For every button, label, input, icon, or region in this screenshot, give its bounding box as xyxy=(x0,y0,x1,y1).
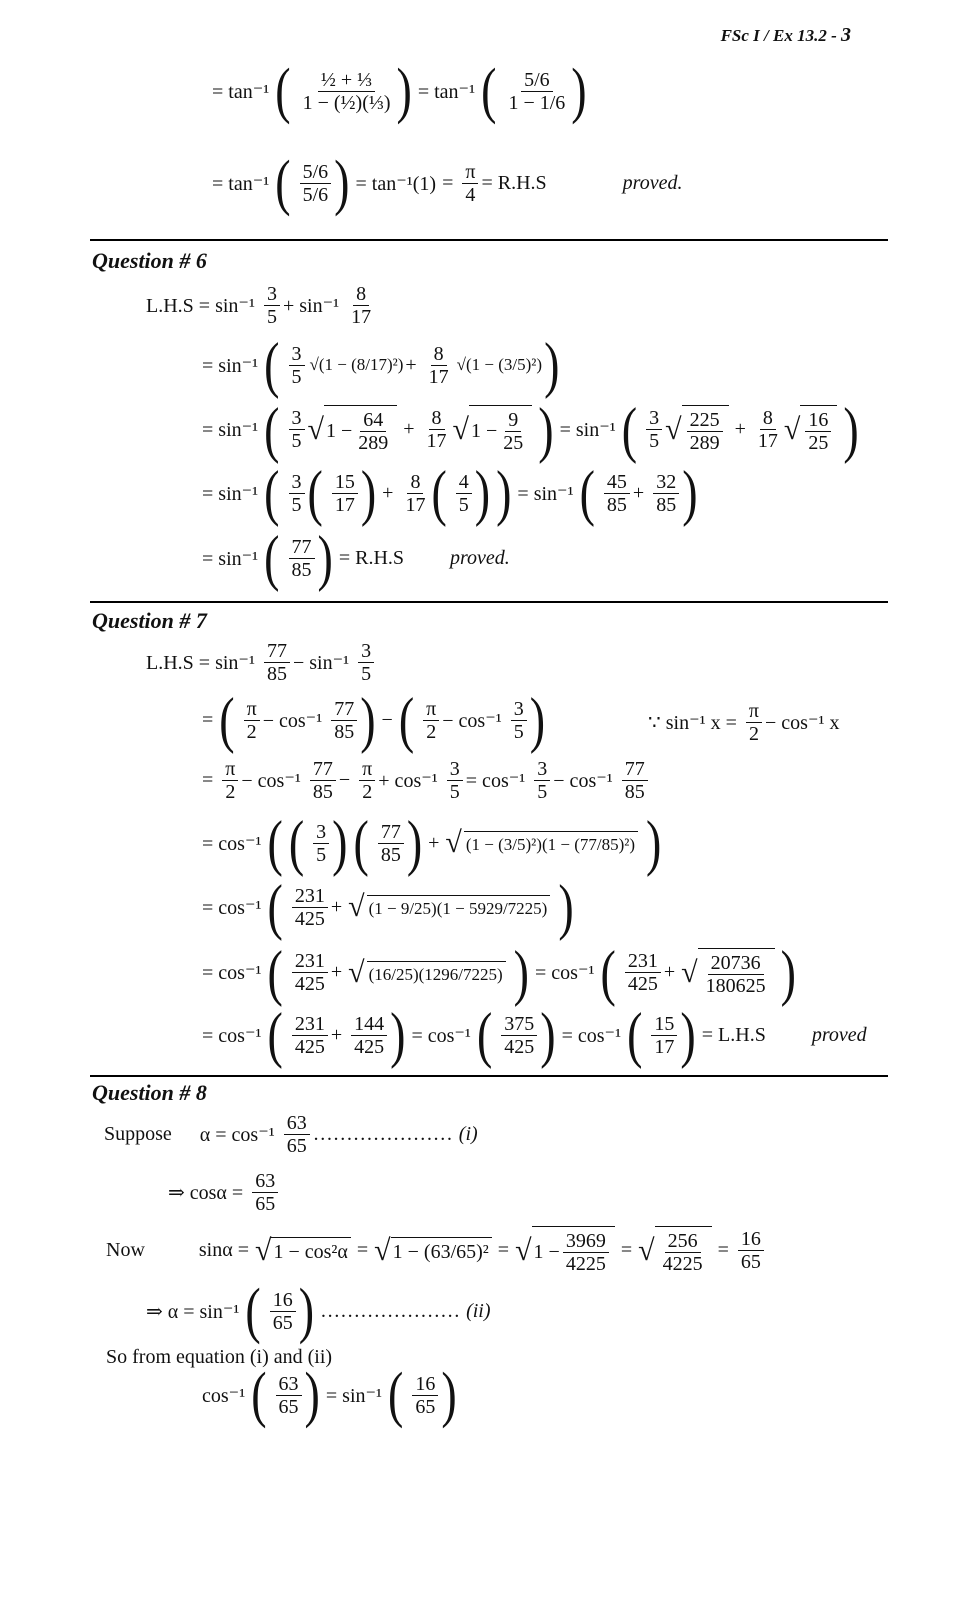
q7-line-7: = cos⁻¹ ( $\frac{231}{425}$ + $\frac{144}{425}$ ) = cos⁻¹ ( $\frac{375}{425}$ ) = cos⁻¹ ( $\frac{15}{17}$ ) = L.H.S proved xyxy=(202,999,867,1069)
q7-line-4: = cos⁻¹ ( ( $\frac{3}{5}$ ) ( $\frac{77}{85}$ ) + √ (1 − (3/5)²)(1 − (77/85)²) ) xyxy=(202,807,662,877)
question-6-title: Question # 6 xyxy=(92,248,207,273)
question-7-title: Question # 7 xyxy=(92,608,207,633)
q8-line-3: Now sinα = √ 1 − cos²α = √ 1 − (63/65)² = √ 1 − $\frac{3969}{4225}$ = √ $\frac{256}{4225}$ = $\frac{16}{65}$ xyxy=(106,1226,767,1275)
q8-line-5: So from equation (i) and (ii) xyxy=(106,1346,333,1368)
q6-line-4: = sin⁻¹ ( $\frac{3}{5}$ ( $\frac{15}{17}$ ) + $\frac{8}{17}$ ( $\frac{4}{5}$ ) ) = sin⁻¹ ( $\frac{45}{85}$ + $\frac{32}{85}$ ) xyxy=(202,457,698,527)
q7-identity-note: ∵ sin⁻¹ x = $\frac{\pi}{2}$ − cos⁻¹ x xyxy=(648,700,840,745)
q7-line-3: = $\frac{\pi}{2}$ − cos⁻¹ $\frac{77}{85}$ − $\frac{\pi}{2}$ + cos⁻¹ $\frac{3}{5}$ = cos⁻¹ $\frac{3}{5}$ − cos⁻¹ $\frac{77}{85}$ xyxy=(202,758,651,803)
q7-line-1: L.H.S = sin⁻¹ $\frac{77}{85}$ − sin⁻¹ $\frac{3}{5}$ xyxy=(146,640,377,685)
page-header: FSc I / Ex 13.2 - 3 xyxy=(720,24,851,46)
divider xyxy=(90,601,888,603)
eq-top-2: = tan⁻¹ ( $\frac{5/6}{5/6}$ ) = tan⁻¹(1) = $\frac{\pi}{4}$ = R.H.S proved. xyxy=(212,147,683,217)
q8-line-2: ⇒ cosα = $\frac{63}{65}$ xyxy=(168,1170,281,1215)
q8-line-4: ⇒ α = sin⁻¹ ( $\frac{16}{65}$ ) ………………… (ii) xyxy=(146,1275,491,1345)
q8-line-1: Suppose α = cos⁻¹ $\frac{63}{65}$ ………………… (i) xyxy=(104,1112,478,1157)
q6-line-5: = sin⁻¹ ( $\frac{77}{85}$ ) = R.H.S proved. xyxy=(202,522,510,592)
divider xyxy=(90,1075,888,1077)
q6-line-1: L.H.S = sin⁻¹ $\frac{3}{5}$ + sin⁻¹ $\frac{8}{17}$ xyxy=(146,283,372,328)
q6-line-2: = sin⁻¹ ( $\frac{3}{5}$ √(1 − (8/17)²) + $\frac{8}{17}$ √(1 − (3/5)²) ) xyxy=(202,329,560,399)
divider xyxy=(90,239,888,241)
q7-line-2: = ( $\frac{\pi}{2}$ − cos⁻¹ $\frac{77}{85}$ ) − ( $\frac{\pi}{2}$ − cos⁻¹ $\frac{3}{5}$ ) xyxy=(202,684,546,754)
question-8-title: Question # 8 xyxy=(92,1080,207,1105)
q6-line-3: = sin⁻¹ ( $\frac{3}{5}$ √ 1 − $\frac{64}{289}$ + $\frac{8}{17}$ √ 1 − $\frac{9}{25}$ ) = sin⁻¹ ( $\frac{3}{5}$ √ $\frac{225}{289}$ + $\frac{8}{17}$ √ $\frac{16}{25}$ ) xyxy=(202,394,859,464)
q7-line-6: = cos⁻¹ ( $\frac{231}{425}$ + √ (16/25)(1296/7225) ) = cos⁻¹ ( $\frac{231}{425}$ + √ $\frac{20736}{180625}$ ) xyxy=(202,937,796,1007)
eq-top-1: = tan⁻¹ ( $\frac{\text{½ + ⅓}}{\text{1 − (½)(⅓)}}$ ) = tan⁻¹ ( $\frac{5/6}{1 - 1/6}$ ) xyxy=(212,55,587,125)
q7-line-5: = cos⁻¹ ( $\frac{231}{425}$ + √ (1 − 9/25)(1 − 5929/7225) ) xyxy=(202,871,574,941)
q8-line-6: cos⁻¹ ( $\frac{63}{65}$ ) = sin⁻¹ ( $\frac{16}{65}$ ) xyxy=(202,1359,457,1429)
